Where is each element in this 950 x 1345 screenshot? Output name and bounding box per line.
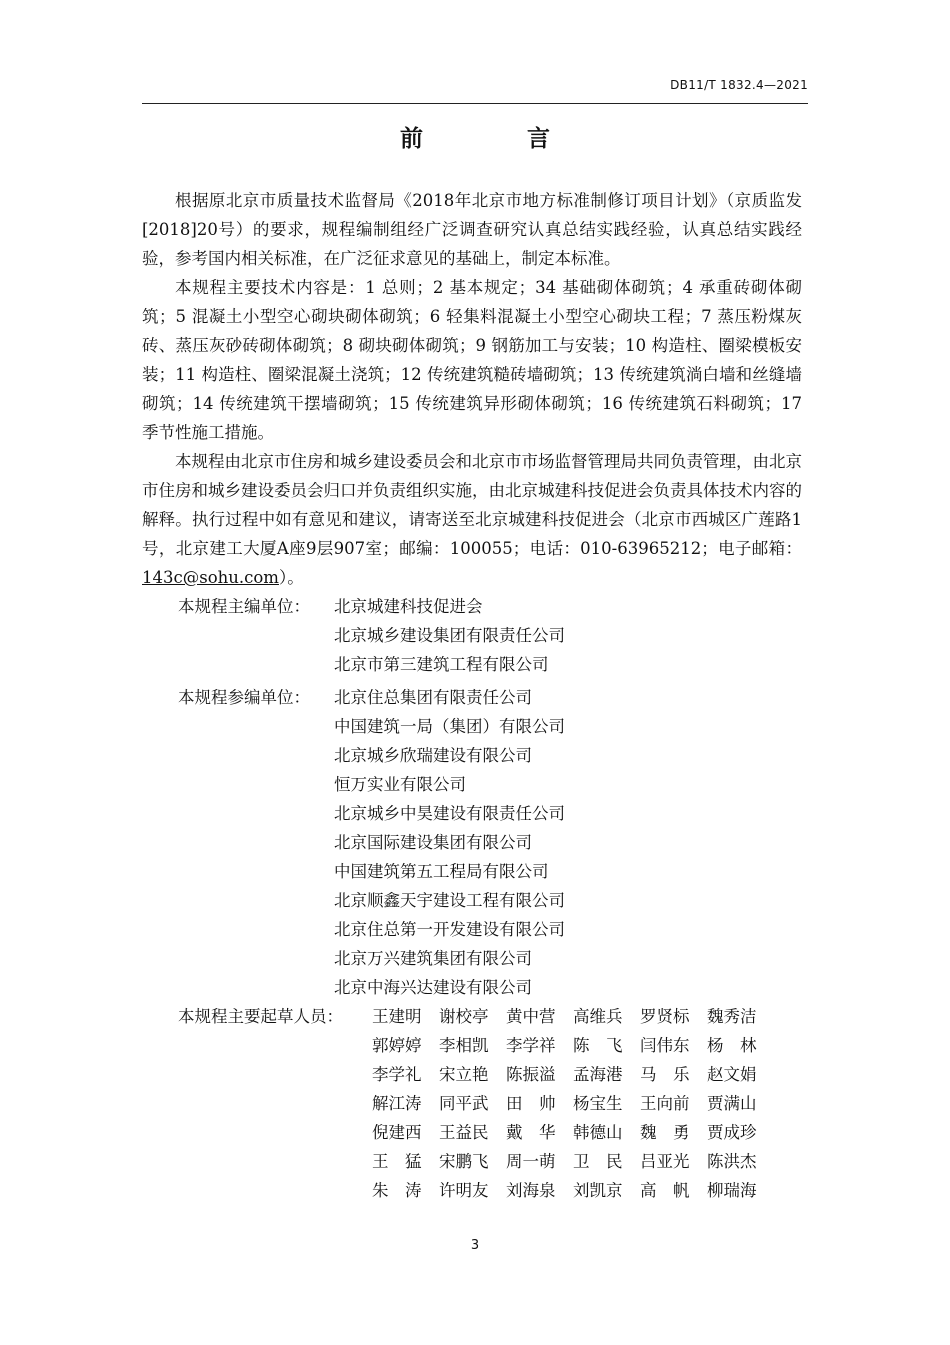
drafter-name: 王 猛	[372, 1152, 422, 1171]
participating-unit-item: 北京城乡欣瑞建设有限公司	[334, 746, 532, 765]
drafters-label: 本规程主要起草人员：	[178, 1007, 343, 1026]
participating-units-label: 本规程参编单位：	[178, 688, 310, 707]
drafter-name: 许明友	[439, 1181, 489, 1200]
drafter-name: 闫伟东	[640, 1036, 690, 1055]
drafter-name: 罗贤标	[640, 1007, 690, 1026]
drafter-name: 周一萌	[506, 1152, 556, 1171]
drafter-name: 陈振溢	[506, 1065, 556, 1084]
page-number: 3	[470, 1238, 480, 1253]
participating-unit-item: 恒万实业有限公司	[334, 775, 466, 794]
drafter-name: 魏秀洁	[707, 1007, 757, 1026]
email-link[interactable]: 143c@sohu.com	[142, 568, 279, 587]
drafter-name: 陈洪杰	[707, 1152, 757, 1171]
drafter-name: 刘凯京	[573, 1181, 623, 1200]
participating-unit-item: 北京万兴建筑集团有限公司	[334, 949, 532, 968]
drafter-name: 陈 飞	[573, 1036, 623, 1055]
drafter-name: 高 帆	[640, 1181, 690, 1200]
participating-unit-item: 北京城乡中昊建设有限责任公司	[334, 804, 565, 823]
drafter-name: 贾成珍	[707, 1123, 757, 1142]
drafter-name: 柳瑞海	[707, 1181, 757, 1200]
drafter-name: 王向前	[640, 1094, 690, 1113]
drafter-name: 刘海泉	[506, 1181, 556, 1200]
chief-units	[142, 592, 802, 679]
drafter-name: 卫 民	[573, 1152, 623, 1171]
drafters	[142, 1002, 802, 1205]
drafter-name: 高维兵	[573, 1007, 623, 1026]
drafter-name: 王建明	[372, 1007, 422, 1026]
drafter-name: 谢校亭	[439, 1007, 489, 1026]
chief-units-list	[334, 592, 565, 679]
drafter-name: 李相凯	[439, 1036, 489, 1055]
participating-unit-item: 北京中海兴达建设有限公司	[334, 978, 532, 997]
chief-unit-item: 北京市第三建筑工程有限公司	[334, 655, 549, 674]
paragraph-plan: 根据原北京市质量技术监督局《2018年北京市地方标准制修订项目计划》（京质监发[2018]20号）的要求，规程编制组经广泛调查研究认真总结实践经验，认真总结实践经验，参考国内相关标准，在广泛征求意见的基础上，制定本标准。	[142, 191, 802, 268]
participating-unit-item: 北京住总第一开发建设有限公司	[334, 920, 565, 939]
participating-unit-item: 北京国际建设集团有限公司	[334, 833, 532, 852]
drafter-name: 戴 华	[506, 1123, 556, 1142]
drafter-name: 田 帅	[506, 1094, 556, 1113]
drafter-name: 倪建西	[372, 1123, 422, 1142]
drafter-name: 李学祥	[506, 1036, 556, 1055]
document-code: DB11/T 1832.4—2021	[670, 78, 808, 92]
drafter-name: 同平武	[439, 1094, 489, 1113]
drafter-name: 马 乐	[640, 1065, 690, 1084]
management-text: 本规程由北京市住房和城乡建设委员会和北京市市场监督管理局共同负责管理，由北京市住房和城乡建设委员会归口并负责组织实施，由北京城建科技促进会负责具体技术内容的解释。执行过程中如有意见和建议，请寄送至北京城建科技促进会（北京市西城区广莲路1号，北京建工大厦A座9层907室；邮编：100055；电话：010-63965212；电子邮箱：	[142, 452, 802, 558]
header-rule	[142, 103, 808, 104]
participating-unit-item: 中国建筑一局（集团）有限公司	[334, 717, 565, 736]
chief-unit-item: 北京城建科技促进会	[334, 597, 483, 616]
drafter-name: 宋立艳	[439, 1065, 489, 1084]
preface-body	[142, 186, 802, 1205]
drafter-name: 解江涛	[372, 1094, 422, 1113]
paragraph-management	[142, 447, 802, 592]
drafter-name: 韩德山	[573, 1123, 623, 1142]
drafter-name: 孟海港	[573, 1065, 623, 1084]
chief-units-label: 本规程主编单位：	[178, 597, 310, 616]
participating-units-list	[334, 683, 565, 1002]
drafter-name: 朱 涛	[372, 1181, 422, 1200]
drafter-name: 贾满山	[707, 1094, 757, 1113]
drafter-name: 郭婷婷	[372, 1036, 422, 1055]
management-text-end: ）。	[278, 568, 304, 587]
drafter-name: 杨宝生	[573, 1094, 623, 1113]
drafters-names	[372, 1002, 774, 1205]
drafter-name: 杨 林	[707, 1036, 757, 1055]
drafter-name: 李学礼	[372, 1065, 422, 1084]
participating-unit-item: 北京顺鑫天宇建设工程有限公司	[334, 891, 565, 910]
drafter-name: 宋鹏飞	[439, 1152, 489, 1171]
drafter-name: 黄中营	[506, 1007, 556, 1026]
drafter-name: 吕亚光	[640, 1152, 690, 1171]
drafter-name: 赵文娟	[707, 1065, 757, 1084]
participating-unit-item: 北京住总集团有限责任公司	[334, 688, 532, 707]
participating-units	[142, 683, 802, 1002]
drafter-name: 王益民	[439, 1123, 489, 1142]
drafter-name: 魏 勇	[640, 1123, 690, 1142]
paragraph-contents: 本规程主要技术内容是：1 总则；2 基本规定；34 基础砌体砌筑；4 承重砖砌体砌筑；5 混凝土小型空心砌块砌体砌筑；6 轻集料混凝土小型空心砌块工程；7 蒸压粉煤灰砖、蒸压灰砂砖砌体砌筑；8 砌块砌体砌筑；9 钢筋加工与安装；10 构造柱、圈梁模板安装；11 构造柱、圈梁混凝土浇筑；12 传统建筑糙砖墙砌筑；13 传统建筑淌白墙和丝缝墙砌筑；14 传统建筑干摆墙砌筑；15 传统建筑异形砌体砌筑；16 传统建筑石料砌筑；17 季节性施工措施。	[142, 278, 802, 442]
section-title: 前 言	[399, 126, 598, 152]
participating-unit-item: 中国建筑第五工程局有限公司	[334, 862, 549, 881]
chief-unit-item: 北京城乡建设集团有限责任公司	[334, 626, 565, 645]
